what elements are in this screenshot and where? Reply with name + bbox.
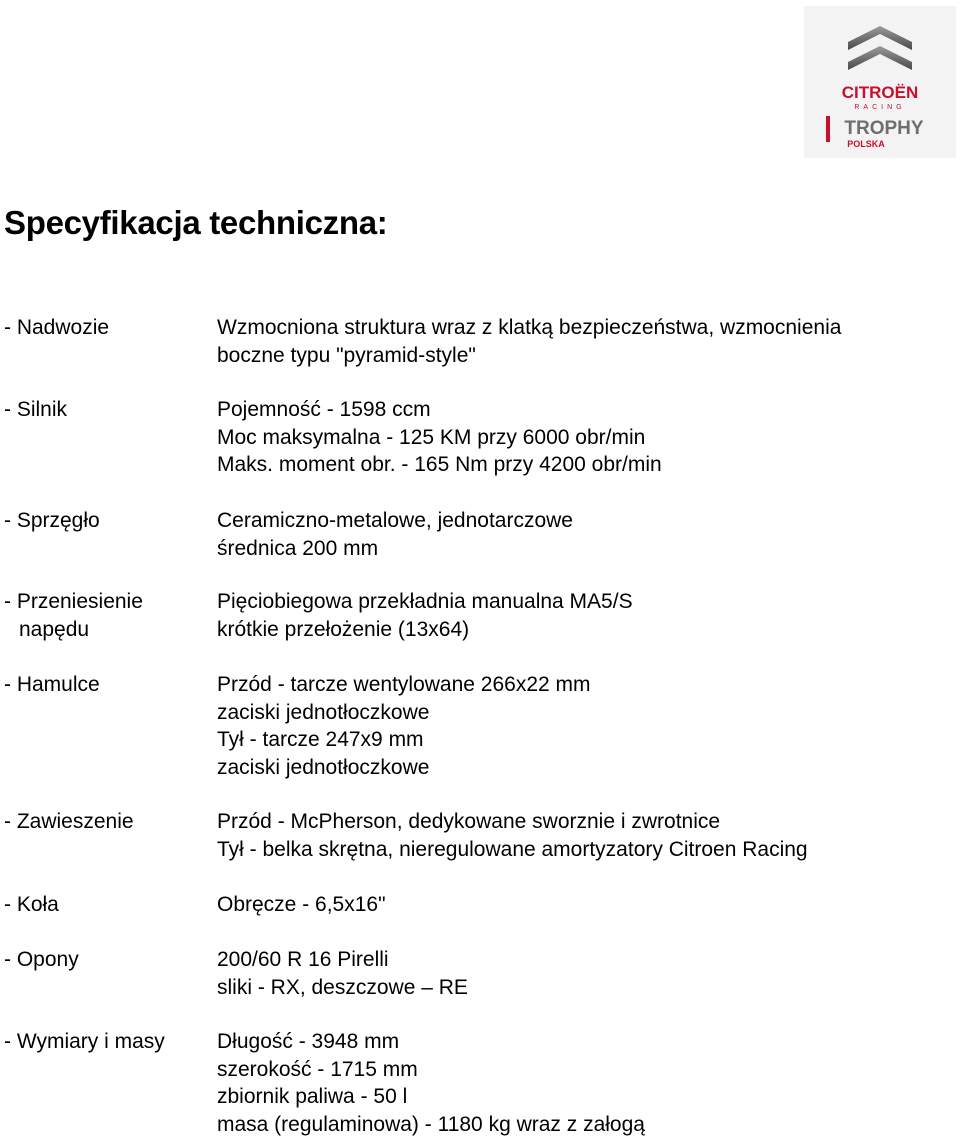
spec-row-zawieszenie xyxy=(0,808,960,891)
spec-row-przeniesienie-napedu xyxy=(0,588,960,671)
spec-label: - Koła xyxy=(4,893,59,916)
spec-label: - Przeniesienie napędu xyxy=(4,590,143,641)
spec-values: Wzmocniona struktura wraz z klatką bezpieczeństwa, wzmocnienia boczne typu "pyramid-style" xyxy=(217,316,842,367)
spec-values: Przód - McPherson, dedykowane sworznie i zwrotnice Tył - belka skrętna, nieregulowane amortyzatory Citroen Racing xyxy=(217,810,808,861)
page-title: Specyfikacja techniczna: xyxy=(4,204,388,241)
logo-brand: CITROËN xyxy=(841,83,919,102)
chevron-bottom-icon xyxy=(848,46,912,70)
spec-row-sprzeglo xyxy=(0,507,960,588)
citroen-racing-trophy-logo xyxy=(804,6,956,158)
spec-label: - Hamulce xyxy=(4,673,100,696)
spec-values: Ceramiczno-metalowe, jednotarczowe średnica 200 mm xyxy=(217,509,573,560)
spec-values: Pięciobiegowa przekładnia manualna MA5/S krótkie przełożenie (13x64) xyxy=(217,590,633,641)
spec-values: Długość - 3948 mm szerokość - 1715 mm zbiornik paliwa - 50 l masa (regulaminowa) - 1180 kg wraz z załogą xyxy=(217,1030,645,1136)
spec-label: - Silnik xyxy=(4,398,68,421)
spec-values: Pojemność - 1598 ccm Moc maksymalna - 125 KM przy 6000 obr/min Maks. moment obr. - 165 Nm przy 4200 obr/min xyxy=(217,398,662,476)
spec-row-wymiary-i-masy xyxy=(0,1028,960,1140)
spec-row-opony xyxy=(0,946,960,1028)
spec-values: 200/60 R 16 Pirelli sliki - RX, deszczowe – RE xyxy=(217,948,468,999)
logo-trophy: TROPHY xyxy=(844,118,924,139)
spec-label: - Sprzęgło xyxy=(4,509,100,532)
spec-values: Przód - tarcze wentylowane 266x22 mm zaciski jednotłoczkowe Tył - tarcze 247x9 mm zaciski jednotłoczkowe xyxy=(217,673,591,779)
logo-graphic xyxy=(804,6,956,158)
spec-row-hamulce xyxy=(0,671,960,808)
logo-sub: RACING xyxy=(854,104,906,111)
spec-row-nadwozie xyxy=(0,314,960,396)
spec-label: - Zawieszenie xyxy=(4,810,134,833)
spec-label: - Wymiary i masy xyxy=(4,1030,165,1053)
spec-label: - Nadwozie xyxy=(4,316,110,339)
spec-row-silnik xyxy=(0,396,960,507)
spec-label: - Opony xyxy=(4,948,79,971)
logo-country: POLSKA xyxy=(847,139,885,149)
spec-list xyxy=(0,314,960,1140)
spec-row-kola xyxy=(0,891,960,946)
spec-values: Obręcze - 6,5x16" xyxy=(217,893,386,916)
